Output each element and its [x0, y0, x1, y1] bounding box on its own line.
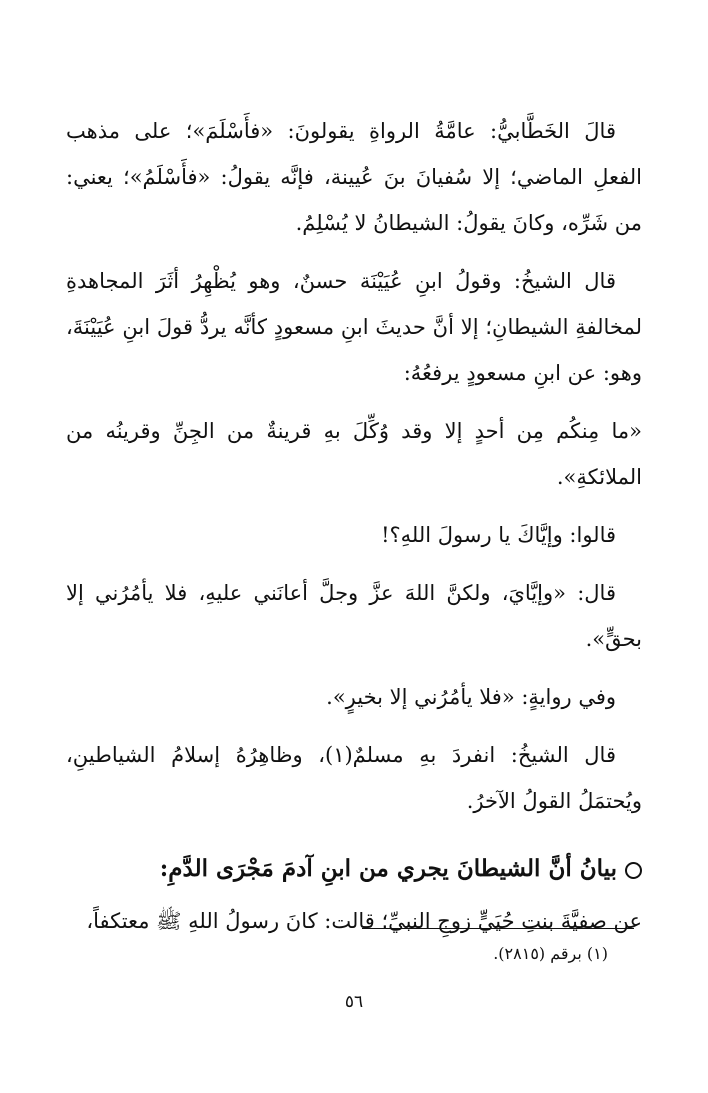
paragraph-narration-variant: وفي روايةٍ: «فلا يأمُرُني إلا بخيرٍ». — [326, 685, 616, 709]
footnote-divider — [362, 928, 634, 929]
circle-bullet-icon — [625, 862, 642, 879]
paragraph-companions-question: قالوا: وإيَّاكَ يا رسولَ اللهِ؟! — [381, 523, 616, 547]
paragraph-sheikh-comment: قال الشيخُ: وقولُ ابنِ عُيَيْنَة حسنٌ، وهو يُظْهِرُ أثَرَ المجاهدةِ لمخالفةِ الشيطانِ؛ إلا أنَّ حديثَ ابنِ مسعودٍ كأنَّه يردُّ قولَ ابنِ عُيَيْنَةَ، وهو: عن ابنِ مسعودٍ يرفعُهُ: — [66, 269, 642, 385]
footnote: (١) برقم (٢٨١٥). — [493, 944, 608, 963]
page-number: ٥٦ — [344, 992, 364, 1012]
section-heading — [66, 846, 642, 892]
paragraph-prophet-answer: قال: «وإيَّايَ، ولكنَّ اللهَ عزَّ وجلَّ أعانَني عليهِ، فلا يأمُرُني إلا بحقٍّ». — [66, 581, 642, 651]
paragraph-sheikh-conclusion: قال الشيخُ: انفردَ بهِ مسلمٌ(١)، وظاهِرُهُ إسلامُ الشياطينِ، ويُحتمَلُ القولُ الآخرُ. — [66, 743, 642, 813]
paragraph-safiyya: عن صفيَّةَ بنتِ حُيَيٍّ زوجِ النبيِّ؛ قالت: كانَ رسولُ اللهِ ﷺ معتكفاً، — [86, 909, 642, 933]
paragraph-hadith-qarin: «ما مِنكُم مِن أحدٍ إلا وقد وُكِّلَ بهِ قرينةٌ من الجِنِّ وقرينُه من الملائكةِ». — [66, 419, 642, 489]
paragraph-khattabi: قالَ الخَطَّابيُّ: عامَّةُ الرواةِ يقولونَ: «فأَسْلَمَ»؛ على مذهب الفعلِ الماضي؛ إلا سُفيانَ بنَ عُيينة، فإنَّه يقولُ: «فأَسْلَمُ»؛ يعني: من شَرِّه، وكانَ يقولُ: الشيطانُ لا يُسْلِمُ. — [66, 119, 642, 235]
main-text — [66, 108, 642, 956]
section-heading-text: بيانُ أنَّ الشيطانَ يجري من ابنِ آدمَ مَجْرَى الدَّمِ: — [159, 855, 617, 882]
